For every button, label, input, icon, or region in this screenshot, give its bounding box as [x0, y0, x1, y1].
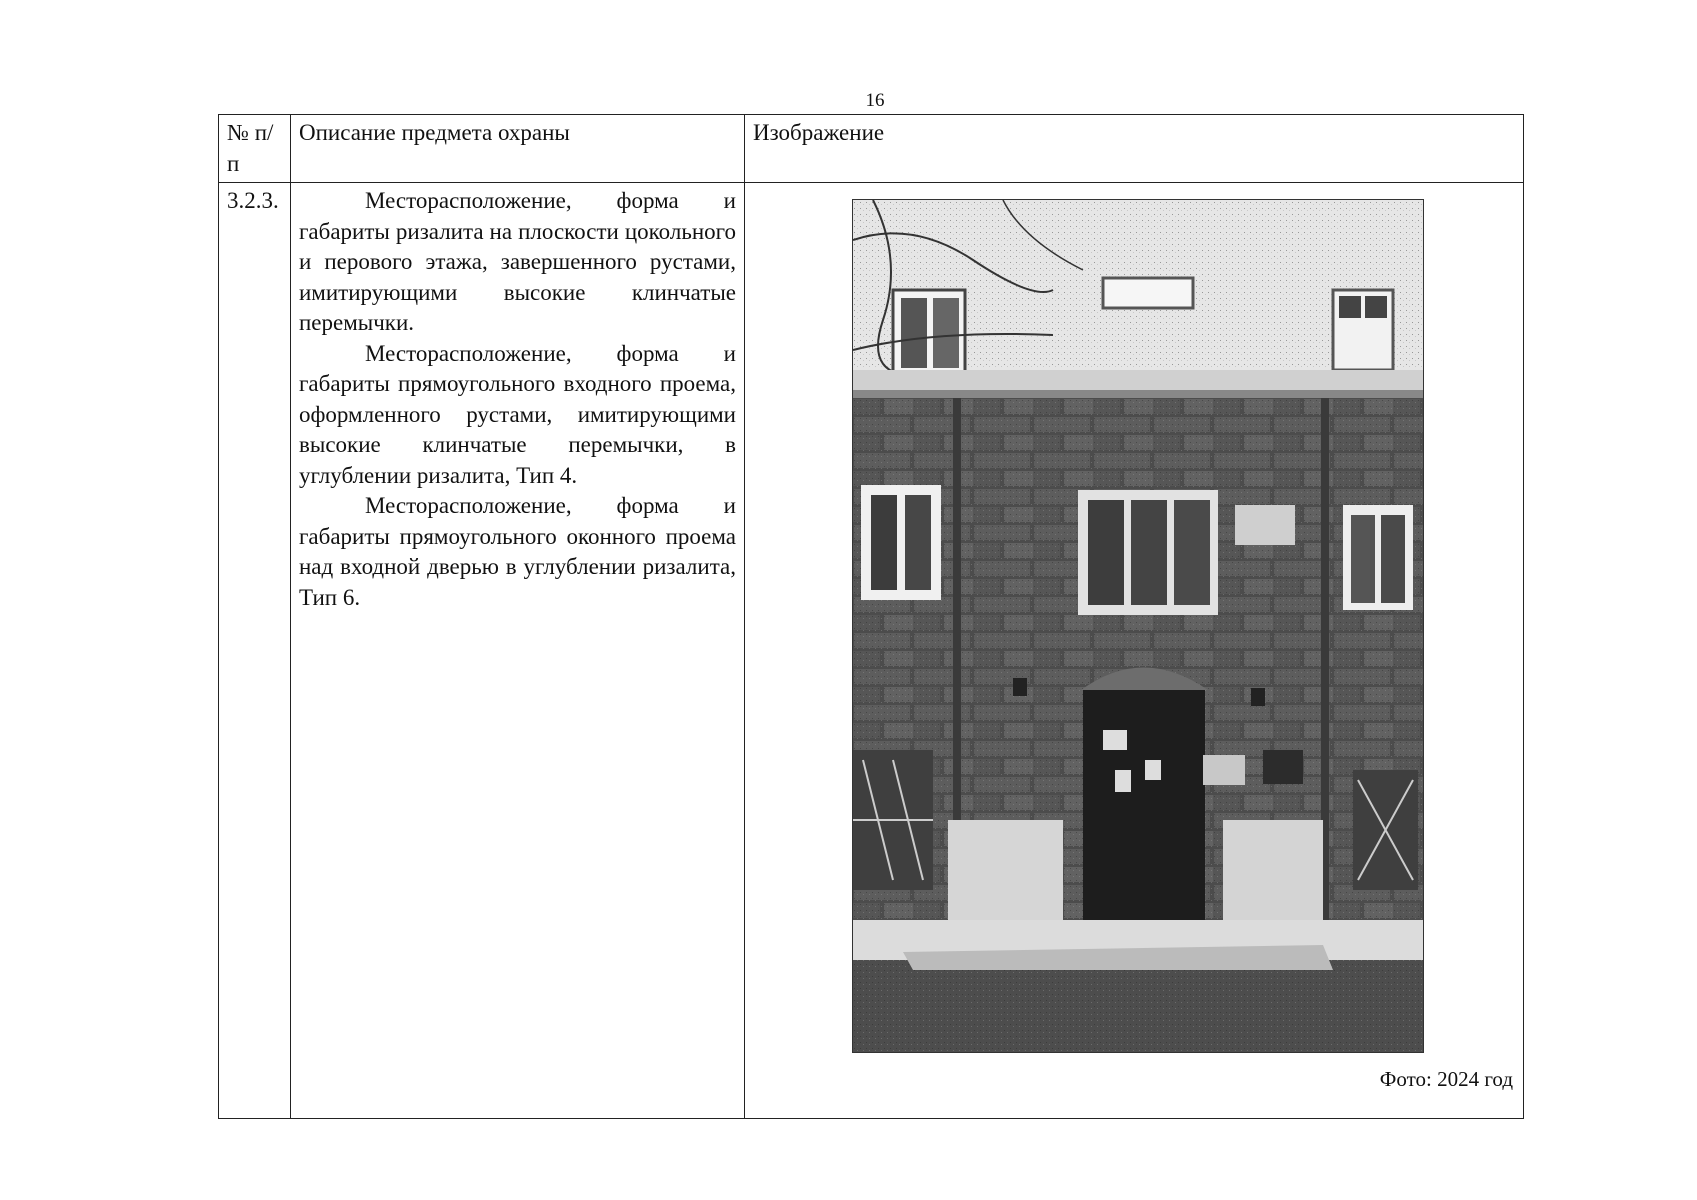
row-description	[291, 183, 745, 1119]
page-number: 16	[865, 90, 885, 111]
table-header-row	[219, 115, 1524, 183]
row-image-cell	[745, 183, 1524, 1119]
photo-caption: Фото: 2024 год	[1379, 1066, 1513, 1091]
description-paragraph: Месторасположение, форма и габариты прямоугольного оконного проема над входной дверью в углублении ризалита, Тип 6.	[299, 493, 736, 610]
table-row	[219, 183, 1524, 1119]
header-image: Изображение	[745, 115, 1524, 183]
header-number: № п/п	[219, 115, 291, 183]
description-paragraph: Месторасположение, форма и габариты ризалита на плоскости цокольного и перового этажа, завершенного рустами, имитирующими высокие клинчатые перемычки.	[299, 188, 736, 335]
header-description: Описание предмета охраны	[291, 115, 745, 183]
row-number: 3.2.3.	[219, 183, 291, 1119]
building-facade-image	[853, 200, 1423, 1052]
building-entrance-photo	[852, 199, 1424, 1053]
protection-subject-table	[218, 114, 1524, 1119]
description-paragraph: Месторасположение, форма и габариты прямоугольного входного проема, оформленного рустами, имитирующими высокие клинчатые перемычки, в углублении ризалита, Тип 4.	[299, 340, 736, 488]
